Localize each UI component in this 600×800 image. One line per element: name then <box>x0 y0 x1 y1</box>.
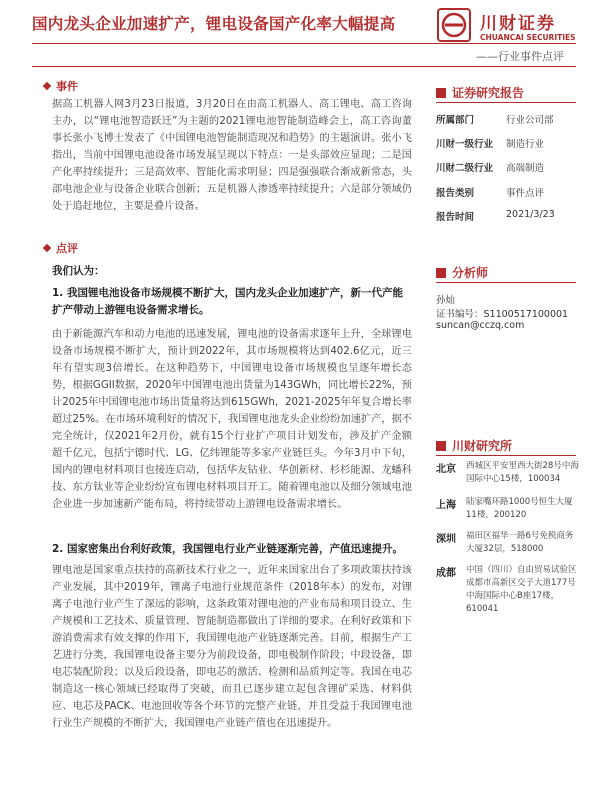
analyst-email[interactable]: suncan@cczq.com <box>436 320 525 331</box>
office-address: 福田区福华一路6号免税商务大厦32层，518000 <box>466 531 574 554</box>
event-heading <box>44 78 78 94</box>
diamond-icon <box>43 244 51 252</box>
point1-text: 由于新能源汽车和动力电池的迅速发展，锂电池的设备需求逐年上升，全球锂电设备市场规模不断扩大，预计到2022年，其市场规模将达到402.6亿元，近三年有望实现3倍增长。在这种趋势下，中国锂电设备市场规模也呈逐年增长态势，根据GGII数据，2020年中国锂电池出货量为143GWh，同比增长22%，预计2025年中国锂电池市场出货量将达到615GWh，2021-2025年年复合增长率超过25%。在市场环境利好的情况下，我国锂电池龙头企业纷纷加速扩产，据不完全统计，仅2021年2月份，就有15个行业扩产项目计划发布，涉及扩产金额超千亿元，包括宁德时代、LG、亿纬锂能等多家产业链巨头。今年3月中下旬，国内的锂电材料项目也接连启动，包括华友钴业、华创新材、杉杉能源、龙蟠科技、东方钛业等企业纷纷宣布锂电材料项目开工。随着锂电池以及细分领域电池企业进一步加速新产能布局，将持续带动上游锂电设备需求增长。 <box>52 329 412 510</box>
event-text: 据高工机器人网3月23日报道，3月20日在由高工机器人、高工锂电、高工咨询主办，以“锂电池智造跃迁”为主题的2021锂电池智能制造峰会上，高工咨询董事长张小飞博士发表了《中国锂电池智能制造现况和趋势》的主题演讲。张小飞指出，当前中国锂电池设备市场发展呈现以下特点：一是头部效应显现；二是国产化率持续提升；三是高效率、智能化需求明显；四是强强联合渐成新常态，头部电池企业与设备企业联合创新；五是机器人渗透率持续提升；六是部分领域仍处于追赶地位，主要是叠片设备。 <box>52 99 412 212</box>
analyst-cert: 证书编号：S1100517100001 <box>436 309 569 320</box>
report-info-rule <box>436 102 576 103</box>
analyst-icon <box>436 268 446 278</box>
info-row <box>436 160 544 174</box>
office-address: 陆家嘴环路1000号恒生大厦11楼，200120 <box>466 497 573 520</box>
info-key: 川财二级行业 <box>436 163 494 174</box>
info-value: 事件点评 <box>506 188 545 199</box>
event-heading-label: 事件 <box>56 80 78 93</box>
info-value: 高端制造 <box>506 163 545 174</box>
institute-heading-label: 川财研究所 <box>452 439 513 453</box>
info-row <box>436 112 554 126</box>
info-row <box>436 209 555 223</box>
header-rule <box>32 43 576 44</box>
logo-icon <box>439 10 469 40</box>
comment-intro: 我们认为： <box>52 265 105 277</box>
office-city: 上海 <box>436 500 456 511</box>
institute-icon <box>436 441 446 451</box>
info-key: 报告时间 <box>436 212 475 223</box>
report-info-heading-label: 证券研究报告 <box>452 86 525 100</box>
analyst-heading-label: 分析师 <box>452 266 489 280</box>
report-title: 国内龙头企业加速扩产，锂电设备国产化率大幅提高 <box>32 15 396 33</box>
analyst-heading <box>436 264 488 281</box>
office-city: 深圳 <box>436 534 456 545</box>
office-address: 中国（四川）自由贸易试验区成都市高新区交子大道177号中海国际中心B座17楼，610041 <box>466 565 577 614</box>
point2-text: 锂电池是国家重点扶持的高新技术行业之一，近年来国家出台了多项政策扶持该产业发展，其中2019年，锂离子电池行业规范条件（2018年本）的发布，对锂离子电池行业产生了深远的影响，这条政策对锂电池的产业布局和项目设立、生产规模和工艺技术、质量管理、智能制造都做出了详细的要求。在利好政策和下游消费需求有效支撑的作用下，我国锂电池产业链逐渐完善。目前，根据生产工艺进行分类，我国锂电设备主要分为前段设备，即电极制作阶段；中段设备，即电芯装配阶段；以及后段设备，即电芯的激活、检测和品质判定等。我国在电芯制造这一核心领域已经取得了突破，而且已逐步建立起包含锂矿采选、材料供应、电芯及PACK、电池回收等各个环节的完整产业链，并且受益于我国锂电池行业生产规模的不断扩大，我国锂电产业链产值也在迅速提升。 <box>52 565 412 729</box>
report-subtitle: ——行业事件点评 <box>476 50 564 63</box>
info-value: 2021/3/23 <box>506 209 555 220</box>
point2-heading: 2. 国家密集出台利好政策，我国锂电行业产业链逐渐完善，产值迅速提升。 <box>52 543 403 555</box>
point1-heading: 1. 我国锂电池设备市场规模不断扩大，国内龙头企业加速扩产，新一代产能扩产带动上游锂电设备需求增长。 <box>52 287 403 316</box>
institute-rule <box>436 455 576 456</box>
comment-heading <box>44 240 78 256</box>
info-value: 行业公司部 <box>506 115 554 126</box>
info-key: 所属部门 <box>436 115 475 126</box>
office-city: 北京 <box>436 464 456 475</box>
institute-heading <box>436 437 512 454</box>
diamond-icon <box>43 82 51 90</box>
report-icon <box>436 88 446 98</box>
analyst-name: 孙灿 <box>436 295 456 306</box>
report-info-heading <box>436 84 524 101</box>
office-city: 成都 <box>436 568 456 579</box>
analyst-rule <box>436 282 576 283</box>
logo-mark <box>437 8 471 42</box>
office-address: 西城区平安里西大街28号中海国际中心15楼，100034 <box>466 461 579 484</box>
info-value: 制造行业 <box>506 139 545 150</box>
subtitle-rule <box>32 66 576 67</box>
info-key: 川财一级行业 <box>436 139 494 150</box>
info-row <box>436 136 544 150</box>
info-key: 报告类别 <box>436 188 475 199</box>
info-row <box>436 185 544 199</box>
logo-text-en: CHUANCAI SECURITIES <box>480 33 576 42</box>
comment-heading-label: 点评 <box>56 242 78 255</box>
logo-text-cn: 川财证券 <box>480 14 556 34</box>
